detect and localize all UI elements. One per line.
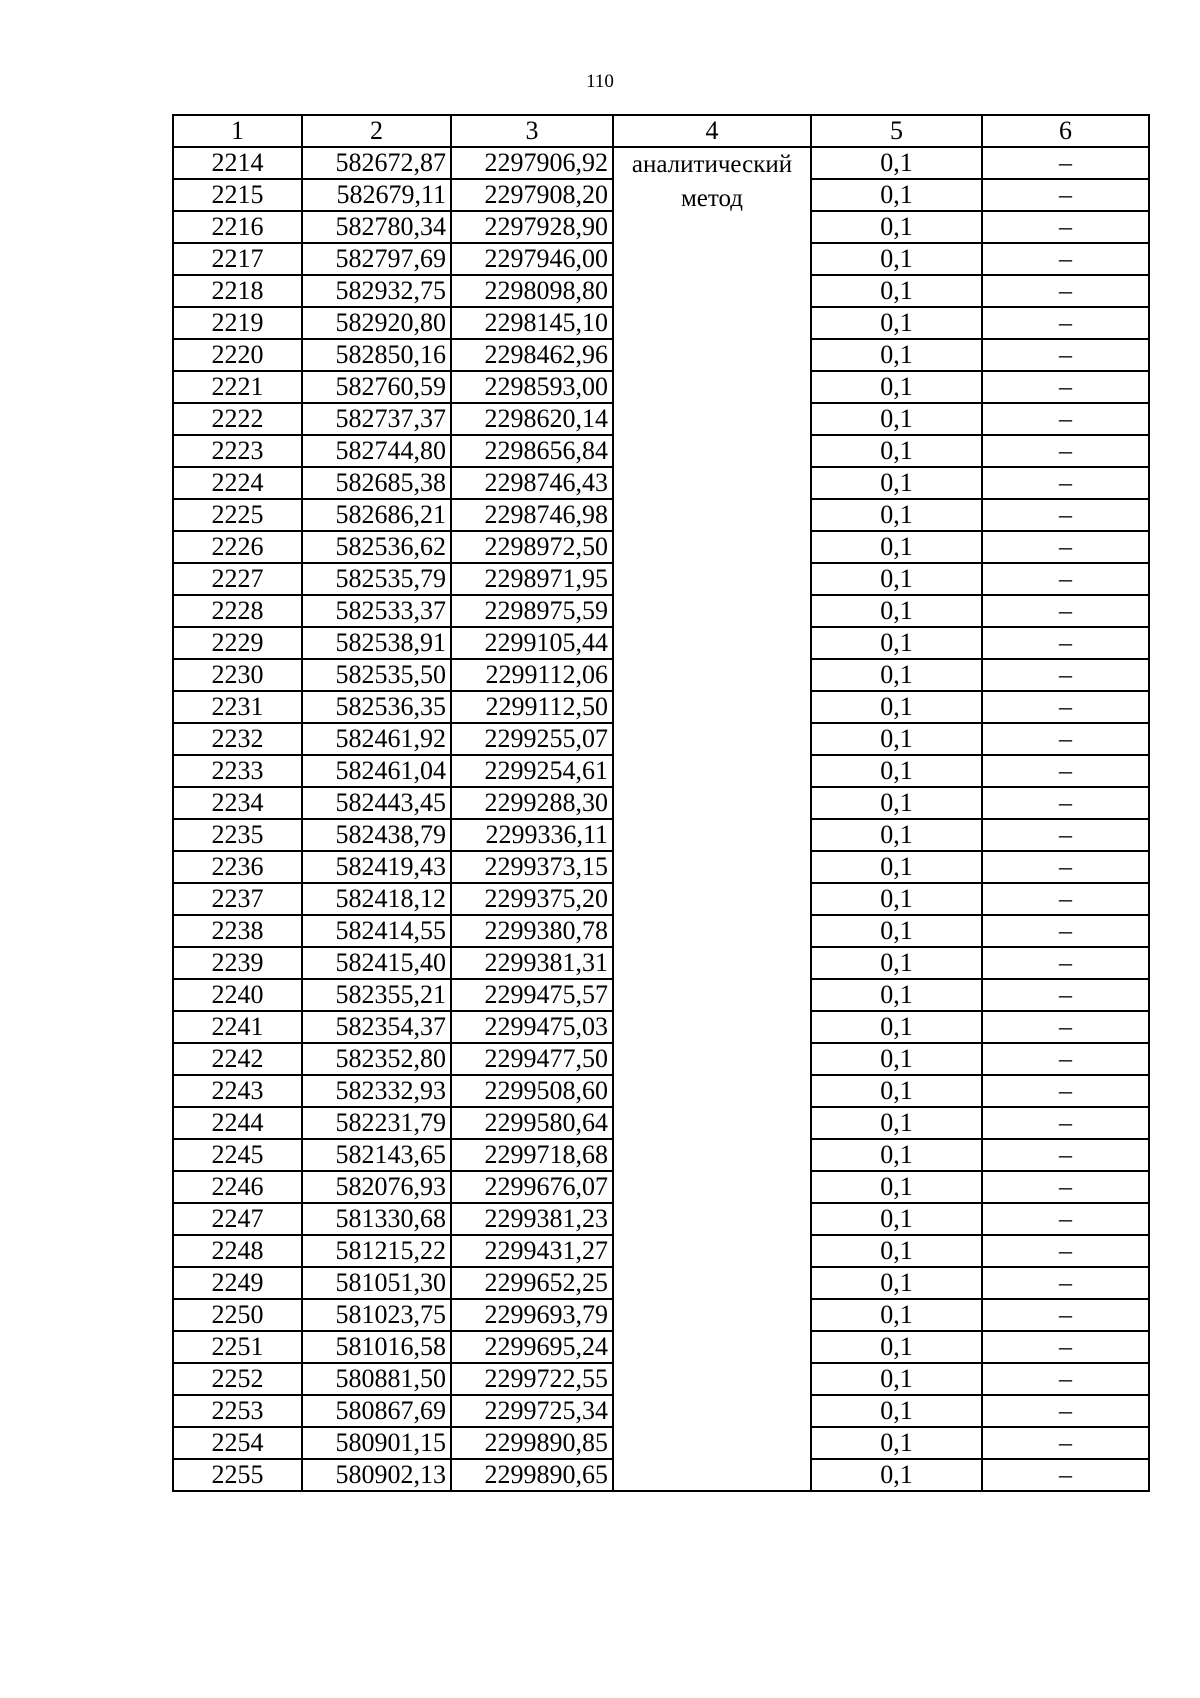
y-coordinate-cell: 2299375,20: [451, 883, 613, 915]
precision-cell: 0,1: [811, 563, 982, 595]
point-number-cell: 2254: [173, 1427, 302, 1459]
note-cell: –: [982, 883, 1149, 915]
precision-cell: 0,1: [811, 627, 982, 659]
x-coordinate-cell: 582744,80: [302, 435, 451, 467]
x-coordinate-cell: 582438,79: [302, 819, 451, 851]
y-coordinate-cell: 2298656,84: [451, 435, 613, 467]
note-cell: –: [982, 627, 1149, 659]
x-coordinate-cell: 582536,35: [302, 691, 451, 723]
point-number-cell: 2214: [173, 147, 302, 179]
note-cell: –: [982, 1427, 1149, 1459]
note-cell: –: [982, 659, 1149, 691]
note-cell: –: [982, 563, 1149, 595]
precision-cell: 0,1: [811, 1459, 982, 1491]
precision-cell: 0,1: [811, 819, 982, 851]
x-coordinate-cell: 582332,93: [302, 1075, 451, 1107]
note-cell: –: [982, 1235, 1149, 1267]
x-coordinate-cell: 581016,58: [302, 1331, 451, 1363]
note-cell: –: [982, 1395, 1149, 1427]
point-number-cell: 2243: [173, 1075, 302, 1107]
precision-cell: 0,1: [811, 531, 982, 563]
precision-cell: 0,1: [811, 1203, 982, 1235]
y-coordinate-cell: 2299580,64: [451, 1107, 613, 1139]
x-coordinate-cell: 582352,80: [302, 1043, 451, 1075]
y-coordinate-cell: 2298593,00: [451, 371, 613, 403]
y-coordinate-cell: 2299693,79: [451, 1299, 613, 1331]
precision-cell: 0,1: [811, 147, 982, 179]
point-number-cell: 2252: [173, 1363, 302, 1395]
x-coordinate-cell: 582932,75: [302, 275, 451, 307]
point-number-cell: 2219: [173, 307, 302, 339]
point-number-cell: 2242: [173, 1043, 302, 1075]
y-coordinate-cell: 2299373,15: [451, 851, 613, 883]
note-cell: –: [982, 147, 1149, 179]
y-coordinate-cell: 2299255,07: [451, 723, 613, 755]
point-number-cell: 2240: [173, 979, 302, 1011]
point-number-cell: 2253: [173, 1395, 302, 1427]
y-coordinate-cell: 2298620,14: [451, 403, 613, 435]
point-number-cell: 2228: [173, 595, 302, 627]
point-number-cell: 2246: [173, 1171, 302, 1203]
note-cell: –: [982, 339, 1149, 371]
note-cell: –: [982, 179, 1149, 211]
point-number-cell: 2224: [173, 467, 302, 499]
note-cell: –: [982, 1459, 1149, 1491]
precision-cell: 0,1: [811, 851, 982, 883]
precision-cell: 0,1: [811, 659, 982, 691]
point-number-cell: 2216: [173, 211, 302, 243]
note-cell: –: [982, 851, 1149, 883]
note-cell: –: [982, 1203, 1149, 1235]
point-number-cell: 2250: [173, 1299, 302, 1331]
precision-cell: 0,1: [811, 691, 982, 723]
x-coordinate-cell: 580867,69: [302, 1395, 451, 1427]
x-coordinate-cell: 582418,12: [302, 883, 451, 915]
precision-cell: 0,1: [811, 499, 982, 531]
y-coordinate-cell: 2299722,55: [451, 1363, 613, 1395]
x-coordinate-cell: 582414,55: [302, 915, 451, 947]
point-number-cell: 2251: [173, 1331, 302, 1363]
precision-cell: 0,1: [811, 1107, 982, 1139]
precision-cell: 0,1: [811, 371, 982, 403]
x-coordinate-cell: 582535,79: [302, 563, 451, 595]
note-cell: –: [982, 1139, 1149, 1171]
y-coordinate-cell: 2299288,30: [451, 787, 613, 819]
method-cell: аналитический метод: [613, 147, 811, 1491]
x-coordinate-cell: 582461,92: [302, 723, 451, 755]
y-coordinate-cell: 2299475,03: [451, 1011, 613, 1043]
y-coordinate-cell: 2299380,78: [451, 915, 613, 947]
note-cell: –: [982, 1331, 1149, 1363]
precision-cell: 0,1: [811, 979, 982, 1011]
precision-cell: 0,1: [811, 275, 982, 307]
note-cell: –: [982, 499, 1149, 531]
x-coordinate-cell: 582760,59: [302, 371, 451, 403]
point-number-cell: 2223: [173, 435, 302, 467]
x-coordinate-cell: 582355,21: [302, 979, 451, 1011]
note-cell: –: [982, 243, 1149, 275]
precision-cell: 0,1: [811, 1171, 982, 1203]
point-number-cell: 2234: [173, 787, 302, 819]
precision-cell: 0,1: [811, 307, 982, 339]
precision-cell: 0,1: [811, 467, 982, 499]
note-cell: –: [982, 819, 1149, 851]
point-number-cell: 2226: [173, 531, 302, 563]
y-coordinate-cell: 2299695,24: [451, 1331, 613, 1363]
y-coordinate-cell: 2299652,25: [451, 1267, 613, 1299]
point-number-cell: 2217: [173, 243, 302, 275]
precision-cell: 0,1: [811, 1331, 982, 1363]
precision-cell: 0,1: [811, 1427, 982, 1459]
point-number-cell: 2236: [173, 851, 302, 883]
x-coordinate-cell: 582354,37: [302, 1011, 451, 1043]
x-coordinate-cell: 582076,93: [302, 1171, 451, 1203]
x-coordinate-cell: 581023,75: [302, 1299, 451, 1331]
x-coordinate-cell: 582535,50: [302, 659, 451, 691]
precision-cell: 0,1: [811, 211, 982, 243]
note-cell: –: [982, 755, 1149, 787]
point-number-cell: 2232: [173, 723, 302, 755]
precision-cell: 0,1: [811, 179, 982, 211]
x-coordinate-cell: 582231,79: [302, 1107, 451, 1139]
precision-cell: 0,1: [811, 723, 982, 755]
y-coordinate-cell: 2299336,11: [451, 819, 613, 851]
note-cell: –: [982, 403, 1149, 435]
note-cell: –: [982, 915, 1149, 947]
x-coordinate-cell: 582461,04: [302, 755, 451, 787]
note-cell: –: [982, 1299, 1149, 1331]
point-number-cell: 2244: [173, 1107, 302, 1139]
point-number-cell: 2247: [173, 1203, 302, 1235]
precision-cell: 0,1: [811, 595, 982, 627]
note-cell: –: [982, 1171, 1149, 1203]
point-number-cell: 2248: [173, 1235, 302, 1267]
y-coordinate-cell: 2298746,43: [451, 467, 613, 499]
point-number-cell: 2222: [173, 403, 302, 435]
header-cell: 4: [613, 115, 811, 147]
y-coordinate-cell: 2299477,50: [451, 1043, 613, 1075]
point-number-cell: 2227: [173, 563, 302, 595]
note-cell: –: [982, 1043, 1149, 1075]
note-cell: –: [982, 979, 1149, 1011]
point-number-cell: 2218: [173, 275, 302, 307]
note-cell: –: [982, 595, 1149, 627]
x-coordinate-cell: 582737,37: [302, 403, 451, 435]
precision-cell: 0,1: [811, 1043, 982, 1075]
y-coordinate-cell: 2298462,96: [451, 339, 613, 371]
y-coordinate-cell: 2297946,00: [451, 243, 613, 275]
x-coordinate-cell: 581051,30: [302, 1267, 451, 1299]
coordinates-table: [172, 114, 1150, 1492]
point-number-cell: 2221: [173, 371, 302, 403]
x-coordinate-cell: 580881,50: [302, 1363, 451, 1395]
y-coordinate-cell: 2299112,06: [451, 659, 613, 691]
x-coordinate-cell: 582533,37: [302, 595, 451, 627]
x-coordinate-cell: 582920,80: [302, 307, 451, 339]
note-cell: –: [982, 435, 1149, 467]
header-cell: 6: [982, 115, 1149, 147]
header-cell: 3: [451, 115, 613, 147]
x-coordinate-cell: 582685,38: [302, 467, 451, 499]
precision-cell: 0,1: [811, 1363, 982, 1395]
y-coordinate-cell: 2297928,90: [451, 211, 613, 243]
x-coordinate-cell: 582797,69: [302, 243, 451, 275]
x-coordinate-cell: 582143,65: [302, 1139, 451, 1171]
note-cell: –: [982, 275, 1149, 307]
point-number-cell: 2249: [173, 1267, 302, 1299]
header-cell: 1: [173, 115, 302, 147]
point-number-cell: 2255: [173, 1459, 302, 1491]
table-row: [173, 147, 1149, 179]
precision-cell: 0,1: [811, 755, 982, 787]
x-coordinate-cell: 581215,22: [302, 1235, 451, 1267]
x-coordinate-cell: 581330,68: [302, 1203, 451, 1235]
note-cell: –: [982, 723, 1149, 755]
point-number-cell: 2231: [173, 691, 302, 723]
x-coordinate-cell: 582679,11: [302, 179, 451, 211]
note-cell: –: [982, 531, 1149, 563]
x-coordinate-cell: 580901,15: [302, 1427, 451, 1459]
note-cell: –: [982, 691, 1149, 723]
x-coordinate-cell: 580902,13: [302, 1459, 451, 1491]
x-coordinate-cell: 582672,87: [302, 147, 451, 179]
header-cell: 2: [302, 115, 451, 147]
y-coordinate-cell: 2298746,98: [451, 499, 613, 531]
x-coordinate-cell: 582415,40: [302, 947, 451, 979]
precision-cell: 0,1: [811, 339, 982, 371]
point-number-cell: 2230: [173, 659, 302, 691]
point-number-cell: 2241: [173, 1011, 302, 1043]
x-coordinate-cell: 582780,34: [302, 211, 451, 243]
point-number-cell: 2245: [173, 1139, 302, 1171]
note-cell: –: [982, 1011, 1149, 1043]
y-coordinate-cell: 2298145,10: [451, 307, 613, 339]
point-number-cell: 2220: [173, 339, 302, 371]
y-coordinate-cell: 2299508,60: [451, 1075, 613, 1107]
y-coordinate-cell: 2299676,07: [451, 1171, 613, 1203]
point-number-cell: 2225: [173, 499, 302, 531]
y-coordinate-cell: 2299105,44: [451, 627, 613, 659]
precision-cell: 0,1: [811, 1299, 982, 1331]
note-cell: –: [982, 371, 1149, 403]
y-coordinate-cell: 2299725,34: [451, 1395, 613, 1427]
y-coordinate-cell: 2299112,50: [451, 691, 613, 723]
precision-cell: 0,1: [811, 435, 982, 467]
point-number-cell: 2215: [173, 179, 302, 211]
point-number-cell: 2238: [173, 915, 302, 947]
header-cell: 5: [811, 115, 982, 147]
y-coordinate-cell: 2299718,68: [451, 1139, 613, 1171]
precision-cell: 0,1: [811, 1395, 982, 1427]
note-cell: –: [982, 1107, 1149, 1139]
precision-cell: 0,1: [811, 883, 982, 915]
note-cell: –: [982, 307, 1149, 339]
precision-cell: 0,1: [811, 243, 982, 275]
point-number-cell: 2239: [173, 947, 302, 979]
precision-cell: 0,1: [811, 1139, 982, 1171]
precision-cell: 0,1: [811, 787, 982, 819]
point-number-cell: 2229: [173, 627, 302, 659]
x-coordinate-cell: 582419,43: [302, 851, 451, 883]
precision-cell: 0,1: [811, 915, 982, 947]
x-coordinate-cell: 582538,91: [302, 627, 451, 659]
note-cell: –: [982, 1363, 1149, 1395]
y-coordinate-cell: 2297906,92: [451, 147, 613, 179]
note-cell: –: [982, 467, 1149, 499]
x-coordinate-cell: 582850,16: [302, 339, 451, 371]
y-coordinate-cell: 2298975,59: [451, 595, 613, 627]
point-number-cell: 2233: [173, 755, 302, 787]
y-coordinate-cell: 2299254,61: [451, 755, 613, 787]
y-coordinate-cell: 2298098,80: [451, 275, 613, 307]
note-cell: –: [982, 1075, 1149, 1107]
page-number: 110: [586, 71, 614, 92]
point-number-cell: 2235: [173, 819, 302, 851]
y-coordinate-cell: 2299890,65: [451, 1459, 613, 1491]
header-row: [173, 115, 1149, 147]
precision-cell: 0,1: [811, 1267, 982, 1299]
precision-cell: 0,1: [811, 403, 982, 435]
y-coordinate-cell: 2299890,85: [451, 1427, 613, 1459]
x-coordinate-cell: 582443,45: [302, 787, 451, 819]
note-cell: –: [982, 787, 1149, 819]
y-coordinate-cell: 2297908,20: [451, 179, 613, 211]
y-coordinate-cell: 2298971,95: [451, 563, 613, 595]
precision-cell: 0,1: [811, 1075, 982, 1107]
note-cell: –: [982, 947, 1149, 979]
y-coordinate-cell: 2299381,31: [451, 947, 613, 979]
y-coordinate-cell: 2299431,27: [451, 1235, 613, 1267]
precision-cell: 0,1: [811, 947, 982, 979]
x-coordinate-cell: 582686,21: [302, 499, 451, 531]
point-number-cell: 2237: [173, 883, 302, 915]
x-coordinate-cell: 582536,62: [302, 531, 451, 563]
precision-cell: 0,1: [811, 1235, 982, 1267]
precision-cell: 0,1: [811, 1011, 982, 1043]
y-coordinate-cell: 2298972,50: [451, 531, 613, 563]
note-cell: –: [982, 1267, 1149, 1299]
note-cell: –: [982, 211, 1149, 243]
y-coordinate-cell: 2299475,57: [451, 979, 613, 1011]
y-coordinate-cell: 2299381,23: [451, 1203, 613, 1235]
